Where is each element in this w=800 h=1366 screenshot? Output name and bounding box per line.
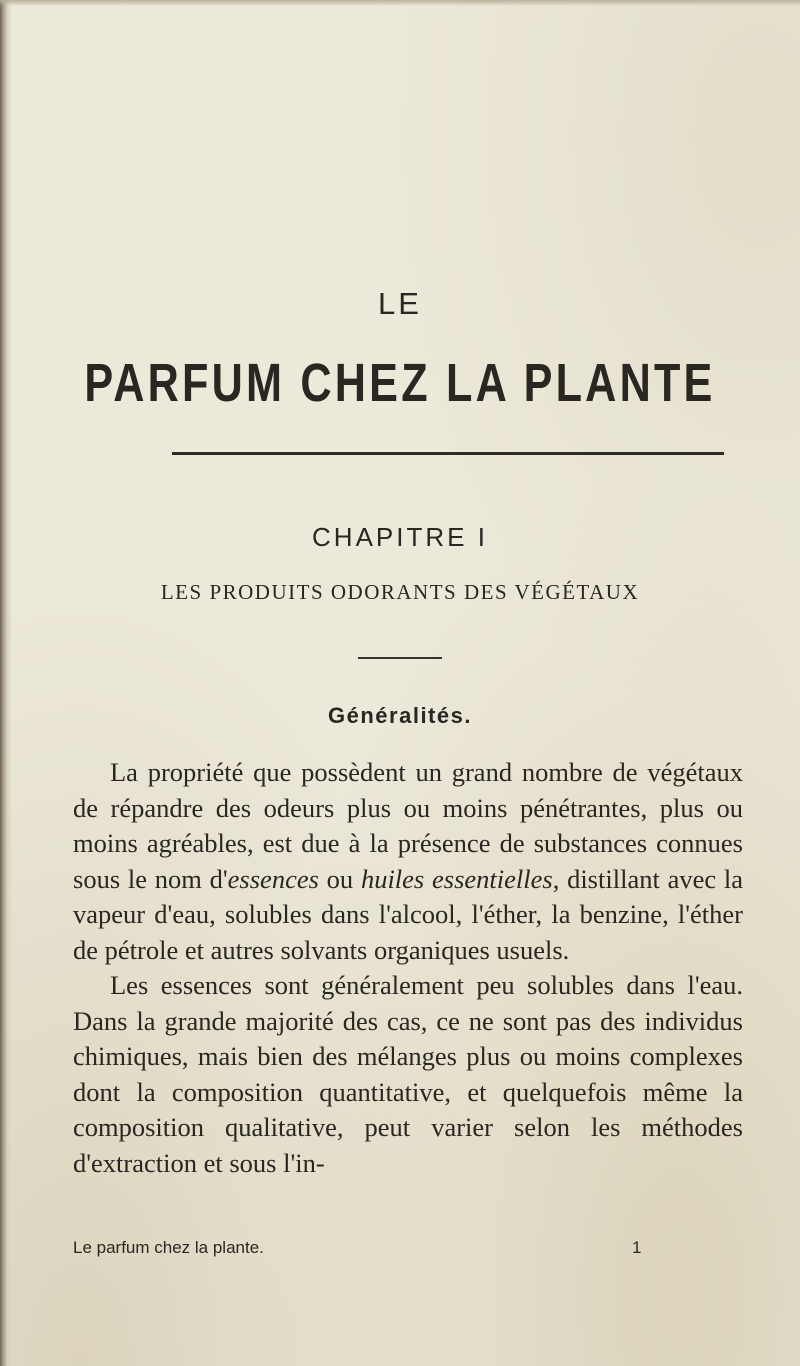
pre-title: LE [378,286,422,321]
paragraph-1-text-a: La propriété que possèdent un grand nombre de végétaux de répandre des odeurs plus ou moins pénétrantes, plus ou moins agréables, est due à la présence de substances connues sous le nom d' [73,757,743,894]
paragraph-2: Les essences sont généralement peu solubles dans l'eau. Dans la grande majorité des cas, ce ne sont pas des individus chimiques, mais bien des mélanges plus ou moins complexes dont la composition quantitative, et quelquefois même la composition qualitative, peut varier selon les méthodes d'extraction et sous l'in- [73,970,743,1178]
paragraph-1 [73,755,743,968]
paragraph-1-text-b: ou [318,863,361,894]
chapter-rule [358,657,442,659]
term-essences: essences [227,863,319,894]
running-footer: Le parfum chez la plante. [73,1238,264,1257]
chapter-title: LES PRODUITS ODORANTS DES VÉGÉTAUX [160,580,640,604]
chapter-label: CHAPITRE I [312,522,488,552]
paragraph-1-text-c: , distillant avec la vapeur d'eau, solubles dans l'alcool, l'éther, la benzine, l'éther de pétrole et autres solvants organiques usuels. [73,863,743,965]
title-rule [172,452,724,455]
book-title: PARFUM CHEZ LA PLANTE [84,353,716,413]
section-title: Généralités. [328,703,472,728]
body-text [73,755,743,1181]
signature-mark: 1 [632,1238,642,1257]
term-huiles-essentielles: huiles essentielles [360,863,553,894]
page-top-shadow [0,0,800,6]
page-edge-shadow [0,0,12,1366]
